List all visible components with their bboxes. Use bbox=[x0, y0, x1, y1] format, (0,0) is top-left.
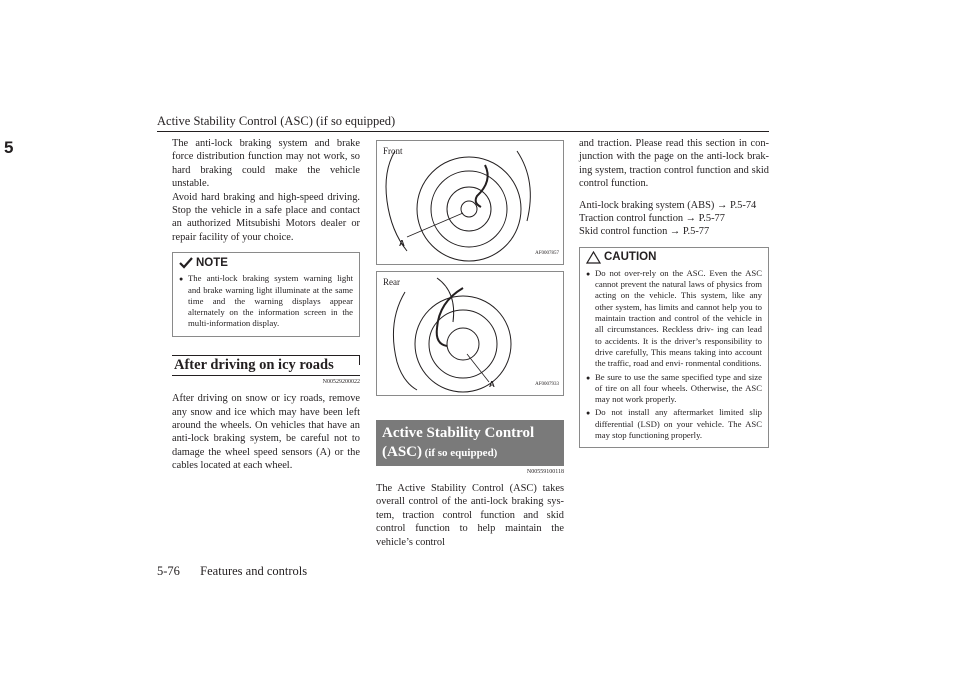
caution-box bbox=[579, 247, 769, 448]
caution-heading-text: CAUTION bbox=[604, 251, 657, 264]
column-1 bbox=[172, 137, 360, 473]
reference-skid-control: Skid control function → P.5-77 bbox=[579, 226, 710, 238]
page-number: 5-76 bbox=[157, 564, 180, 578]
note-heading-text: NOTE bbox=[196, 256, 228, 269]
heading-tick bbox=[359, 355, 361, 365]
figure-code-rear: AF0007933 bbox=[535, 381, 559, 387]
column-3 bbox=[579, 137, 769, 448]
column-2 bbox=[376, 140, 564, 549]
note-item-text: The anti-lock braking system warning light and brake warning light illuminate at the same time and the warning displays appear alternately on the information screen in the multi-information display. bbox=[188, 273, 353, 329]
bullet-dot-icon: ● bbox=[586, 409, 591, 418]
rear-wheel-illustration bbox=[377, 272, 563, 395]
section-heading-asc bbox=[376, 420, 564, 466]
figure-code-front: AF0007857 bbox=[535, 250, 559, 256]
section-title-icy-roads: After driving on icy roads bbox=[174, 356, 334, 373]
page-header-title: Active Stability Control (ASC) (if so equipped) bbox=[157, 114, 396, 128]
paragraph-asc-intro: The Active Stability Control (ASC) takes overall control of the anti-lock braking sys- tem, traction control function and skid control function to help maintain the vehicle’s control bbox=[376, 483, 564, 548]
caution-item bbox=[586, 268, 762, 370]
bullet-dot-icon: ● bbox=[586, 269, 591, 278]
section-code-icy-roads: N00529200022 bbox=[322, 379, 360, 386]
section-heading-icy-roads bbox=[172, 355, 360, 376]
footer-section: Features and controls bbox=[200, 564, 308, 578]
paragraph-brake-warning: The anti-lock braking system and brake force distribution function may not work, so hard braking could make the vehicle unstable. bbox=[172, 138, 360, 190]
paragraph-icy-roads: After driving on snow or icy roads, remove any snow and ice which may have been left around the wheels. On vehicles that have an anti-lock braking system, be careful not to damage the wheel speed sensors (A) or the cables located at each wheel. bbox=[172, 393, 360, 472]
section-subtitle-asc: (if so equipped) bbox=[424, 447, 498, 459]
figure-front-wheel bbox=[376, 140, 564, 265]
caution-item bbox=[586, 372, 762, 406]
chapter-number: 5 bbox=[4, 138, 14, 157]
caution-heading bbox=[586, 250, 762, 266]
figure-label-front: Front bbox=[383, 146, 403, 156]
caution-item-text: Be sure to use the same specified type and size of tire on all four wheels. Otherwise, the ASC may not work properly. bbox=[595, 371, 762, 405]
figure-marker-a: A bbox=[489, 380, 495, 389]
bullet-dot-icon: ● bbox=[586, 373, 591, 382]
figure-rear-wheel bbox=[376, 271, 564, 396]
note-heading bbox=[179, 255, 353, 271]
paragraph-asc-continued: and traction. Please read this section in con- junction with the page on the anti-lock brak- ing system, traction control function and skid control function. bbox=[579, 138, 769, 190]
caution-item bbox=[586, 407, 762, 441]
note-box bbox=[172, 252, 360, 336]
caution-item-text: Do not install any aftermarket limited slip differential (LSD) on your vehicle. The ASC may stop functioning properly. bbox=[595, 407, 762, 440]
note-check-icon bbox=[179, 257, 193, 269]
header-rule bbox=[157, 131, 769, 132]
bullet-dot-icon: ● bbox=[179, 275, 184, 284]
figure-marker-a: A bbox=[399, 239, 405, 248]
reference-abs: Anti-lock braking system (ABS) → P.5-74 bbox=[579, 199, 757, 211]
reference-traction-control: Traction control function → P.5-77 bbox=[579, 213, 725, 225]
caution-item-text: Do not over-rely on the ASC. Even the ASC cannot prevent the natural laws of physics from acting on the vehicle. This system, like any other system, has limits and cannot help you to maintain traction and control of the vehicle in all circumstances. Reckless driv- ing can lead to accidents. It is the driver’s responsibility to drive carefully, This means taking into account the traffic, road and envi- ronmental conditions. bbox=[595, 267, 762, 369]
paragraph-avoid-hard-braking: Avoid hard braking and high-speed driving. Stop the vehicle in a safe place and contact an authorized Mitsubishi Motors dealer or repair facility of your choice. bbox=[172, 191, 360, 243]
section-title-asc: Active Stability Control (ASC) bbox=[382, 425, 535, 460]
section-code-asc: N00559100118 bbox=[526, 469, 564, 475]
figure-label-rear: Rear bbox=[383, 277, 400, 287]
page-footer bbox=[157, 564, 307, 579]
note-item bbox=[179, 273, 353, 329]
caution-triangle-icon bbox=[586, 251, 601, 264]
